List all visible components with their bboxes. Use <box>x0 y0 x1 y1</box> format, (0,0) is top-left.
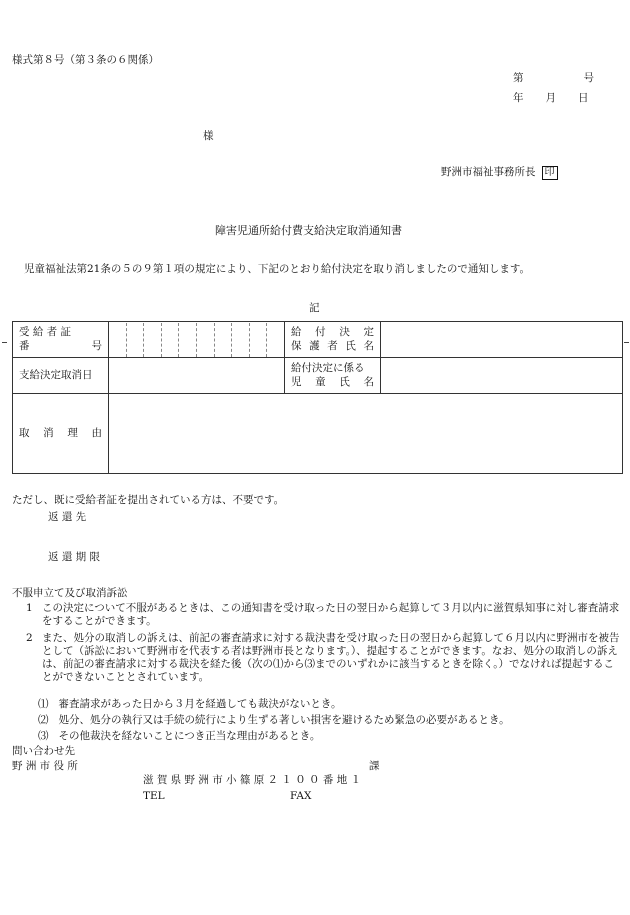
subitem-num: ⑶ <box>38 730 49 742</box>
issuer-block <box>441 166 558 180</box>
date-month-label: 月 <box>545 92 556 104</box>
digit-box[interactable] <box>162 323 180 357</box>
digit-box[interactable] <box>109 323 127 357</box>
guardian-name-field[interactable] <box>381 322 623 358</box>
appeal-item-1 <box>26 602 622 628</box>
fold-mark-left <box>2 342 7 343</box>
subitem-text: その他裁決を経ないことにつき正当な理由があるとき。 <box>58 730 321 742</box>
date-year-label: 年 <box>513 92 524 104</box>
form-number: 様式第８号（第３条の６関係） <box>12 54 159 66</box>
digit-box[interactable] <box>144 323 162 357</box>
appeal-subitem-1 <box>38 698 341 711</box>
table-row <box>13 358 623 394</box>
decision-table <box>12 321 623 474</box>
digit-box[interactable] <box>179 323 197 357</box>
doc-number-suffix: 号 <box>583 72 594 84</box>
digit-box[interactable] <box>267 323 284 357</box>
child-label-line2: 児 童 氏 名 <box>291 375 374 388</box>
contact-office: 野 洲 市 役 所 <box>12 760 78 772</box>
subitem-text: 処分、処分の執行又は手続の続行により生ずる著しい損害を避けるため緊急の必要があるとき。 <box>58 714 510 726</box>
appeal-heading: 不服申立て及び取消訴訟 <box>12 587 128 599</box>
document-number <box>513 72 594 85</box>
digit-box[interactable] <box>127 323 145 357</box>
table-row <box>13 394 623 474</box>
appeal-item-num: 1 <box>26 602 33 614</box>
digit-box[interactable] <box>215 323 233 357</box>
intro-text: 児童福祉法第21条の５の９第１項の規定により、下記のとおり給付決定を取り消しましたので通知します。 <box>24 263 531 275</box>
addressee-honorific: 様 <box>203 130 214 142</box>
appeal-item-2 <box>26 632 622 685</box>
appeal-item-text: また、処分の取消しの訴えは、前記の審査請求に対する裁決書を受け取った日の翌日から起算して６月以内に野洲市を被告として（訴訟において野洲市を代表する者は野洲市長となります。）、提起することができます。なお、処分の取消しの訴えは、前記の審査請求に対する裁決を経た後（次の⑴から⑶までのいずれかに該当するときを除く。）でなければ提起することができないこととされています。 <box>42 632 620 684</box>
digit-box[interactable] <box>197 323 215 357</box>
recipient-number-digit-boxes <box>109 323 284 357</box>
issuer-name: 野洲市福祉事務所長 <box>441 166 536 178</box>
fold-mark-right <box>624 342 629 343</box>
recipient-number-label-line2: 番 号 <box>19 339 102 352</box>
appeal-item-text: この決定について不服があるときは、この通知書を受け取った日の翌日から起算して３月以内に滋賀県知事に対し審査請求をすることができます。 <box>42 602 620 628</box>
reason-label: 取 消 理 由 <box>13 394 109 474</box>
contact-heading: 問い合わせ先 <box>12 745 75 757</box>
digit-box[interactable] <box>250 323 268 357</box>
contact-tel-label: TEL <box>143 790 165 802</box>
subitem-num: ⑴ <box>38 698 49 710</box>
document-title: 障害児通所給付費支給決定取消通知書 <box>215 224 402 237</box>
contact-section: 課 <box>369 760 380 772</box>
cancel-date-label: 支給決定取消日 <box>13 358 109 394</box>
appeal-item-num: 2 <box>26 632 33 644</box>
date-day-label: 日 <box>578 92 589 104</box>
appeal-subitem-3 <box>38 730 320 743</box>
guardian-label-line1: 給 付 決 定 <box>291 326 374 339</box>
reason-field[interactable] <box>109 394 623 474</box>
return-note: ただし、既に受給者証を提出されている方は、不要です。 <box>12 494 285 506</box>
seal-stamp: 印 <box>542 166 558 180</box>
subitem-text: 審査請求があった日から３月を経過しても裁決がないとき。 <box>58 698 342 710</box>
child-label-line1: 給付決定に係る <box>291 362 365 375</box>
appeal-subitem-2 <box>38 714 510 727</box>
contact-address: 滋 賀 県 野 洲 市 小 篠 原 ２ １ ０ ０ 番 地 １ <box>143 774 362 786</box>
guardian-name-label <box>285 322 381 358</box>
digit-box[interactable] <box>232 323 250 357</box>
child-name-label <box>285 358 381 394</box>
issue-date <box>513 92 589 105</box>
contact-fax-label: FAX <box>290 790 312 802</box>
ki-label: 記 <box>309 302 320 314</box>
doc-number-prefix: 第 <box>513 72 524 84</box>
table-row <box>13 322 623 358</box>
recipient-number-label-line1: 受 給 者 証 <box>19 326 72 339</box>
return-to-label: 返 還 先 <box>48 511 87 523</box>
child-name-field[interactable] <box>381 358 623 394</box>
cancel-date-field[interactable] <box>109 358 285 394</box>
subitem-num: ⑵ <box>38 714 49 726</box>
guardian-label-line2: 保護者氏名 <box>291 339 374 352</box>
return-deadline-label: 返 還 期 限 <box>48 551 101 563</box>
recipient-number-label <box>13 322 109 358</box>
recipient-number-field[interactable] <box>109 322 285 358</box>
